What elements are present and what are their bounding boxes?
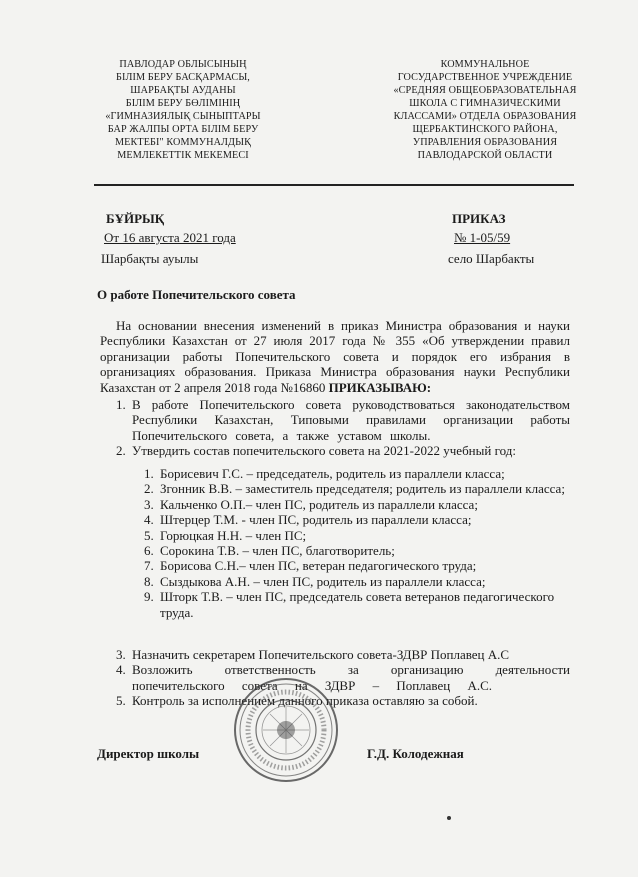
header-right-line: ГОСУДАРСТВЕННОЕ УЧРЕЖДЕНИЕ — [397, 72, 573, 83]
header-left-line: БІЛІМ БЕРУ БӨЛІМІНІҢ — [125, 98, 241, 109]
item-text: Борисевич Г.С. – председатель, родитель из параллели класса; — [160, 466, 505, 481]
header-left-line: МЕМЛЕКЕТТІК МЕКЕМЕСІ — [117, 150, 249, 161]
header-left-line: ШАРБАҚТЫ АУДАНЫ — [130, 85, 236, 96]
item-number: 5. — [144, 527, 154, 543]
header-right-line: КЛАССАМИ» ОТДЕЛА ОБРАЗОВАНИЯ — [393, 111, 577, 122]
list-item — [138, 512, 570, 527]
item-number: 2. — [144, 481, 154, 497]
item-text: Утвердить состав попечительского совета на 2021-2022 учебный год: — [132, 443, 516, 459]
header-right-russian — [380, 58, 590, 162]
header-right-line: ЩЕРБАКТИНСКОГО РАЙОНА, — [412, 124, 558, 135]
official-seal-stamp — [232, 676, 340, 784]
intro-paragraph — [100, 318, 570, 395]
item-text: Борисова С.Н.– член ПС, ветеран педагогического труда; — [160, 558, 477, 574]
item-text: Кальченко О.П.– член ПС, родитель из параллели класса; — [160, 496, 478, 512]
ink-dot — [447, 816, 451, 820]
header-divider — [94, 184, 574, 186]
item-number: 6. — [144, 543, 154, 559]
order-number: № 1-05/59 — [454, 230, 511, 245]
item-text: В работе Попечительского совета руководствоваться законодательством Республики Казахстан, Типовыми правилами организации работы Попечительского совета, а также уставом школы. — [132, 397, 570, 443]
item-number: 4. — [144, 512, 154, 528]
item-number: 5. — [116, 693, 126, 709]
item-number: 3. — [116, 647, 126, 662]
item-text: Назначить секретарем Попечительского совета-ЗДВР Поплавец А.С — [132, 647, 510, 662]
order-place-kazakh: Шарбақты ауылы — [101, 251, 199, 266]
item-number: 1. — [116, 397, 126, 412]
order-place-russian: село Шарбакты — [448, 251, 535, 266]
item-number: 7. — [144, 558, 154, 574]
list-item — [138, 466, 570, 481]
list-item — [138, 574, 570, 589]
signature-name: Г.Д. Колодежная — [367, 746, 464, 761]
header-right-line: ПАВЛОДАРСКОЙ ОБЛАСТИ — [417, 150, 553, 161]
item-text: Контроль за исполнением данного приказа оставляю за собой. — [132, 693, 478, 709]
item-text: Возложить ответственность за организацию деятельности попечительского совета на ЗДВР – Поплавец А.С. — [132, 662, 570, 693]
order-type-kazakh: БҰЙРЫҚ — [106, 211, 165, 226]
header-right-line: УПРАВЛЕНИЯ ОБРАЗОВАНИЯ — [412, 137, 558, 148]
item-text: Штерцер Т.М. - член ПС, родитель из параллели класса; — [160, 512, 472, 528]
order-items-list — [102, 397, 570, 459]
header-right-line: «СРЕДНЯЯ ОБЩЕОБРАЗОВАТЕЛЬНАЯ — [393, 85, 577, 96]
signature-title: Директор школы — [97, 746, 200, 761]
list-item — [102, 397, 570, 443]
order-date: От 16 августа 2021 года — [104, 230, 236, 245]
header-left-line: ПАВЛОДАР ОБЛЫСЫНЫҢ — [119, 59, 247, 70]
list-item — [138, 558, 570, 573]
header-left-line: МЕКТЕБІ" КОММУНАЛДЫҚ — [115, 137, 251, 148]
item-text: Сорокина Т.В. – член ПС, благотворитель; — [160, 543, 395, 559]
list-item — [138, 589, 570, 620]
list-item — [138, 497, 570, 512]
item-number: 9. — [144, 589, 154, 605]
list-item — [102, 647, 570, 662]
item-number: 8. — [144, 573, 154, 589]
list-item — [138, 543, 570, 558]
item-text: Горюцкая Н.Н. – член ПС; — [160, 527, 307, 543]
order-subject: О работе Попечительского совета — [97, 287, 296, 302]
item-number: 3. — [144, 496, 154, 512]
list-item — [138, 528, 570, 543]
item-text: Сыздыкова А.Н. – член ПС, родитель из параллели класса; — [160, 573, 486, 589]
list-item — [102, 443, 570, 458]
council-members-list — [138, 466, 570, 620]
item-number: 4. — [116, 662, 126, 678]
intro-command: ПРИКАЗЫВАЮ: — [328, 379, 432, 395]
item-text: Згонник В.В. – заместитель председателя; родитель из параллели класса; — [160, 481, 565, 497]
order-type-russian: ПРИКАЗ — [452, 211, 506, 226]
header-left-line: «ГИМНАЗИЯЛЫҚ СЫНЫПТАРЫ — [105, 111, 261, 122]
header-left-kazakh — [88, 58, 278, 162]
item-number: 2. — [116, 443, 126, 459]
header-right-line: ШКОЛА С ГИМНАЗИЧЕСКИМИ — [409, 98, 561, 109]
item-number: 1. — [144, 466, 154, 481]
item-text: Шторк Т.В. – член ПС, председатель совета ветеранов педагогического труда. — [160, 589, 555, 620]
intro-text: На основании внесения изменений в приказ Министра образования и науки Республики Казахстан от 27 июля 2017 года № 355 «Об утверждении правил организации работы Попечительского совета и порядок его избрания в организациях образования. Приказа Министра образования науки Республики Казахстан от 2 апреля 2018 года №16860 — [100, 318, 570, 395]
header-left-line: БАР ЖАЛПЫ ОРТА БІЛІМ БЕРУ — [107, 124, 259, 135]
list-item — [138, 481, 570, 496]
header-right-line: КОММУНАЛЬНОЕ — [440, 59, 530, 70]
header-left-line: БІЛІМ БЕРУ БАСҚАРМАСЫ, — [116, 72, 250, 83]
